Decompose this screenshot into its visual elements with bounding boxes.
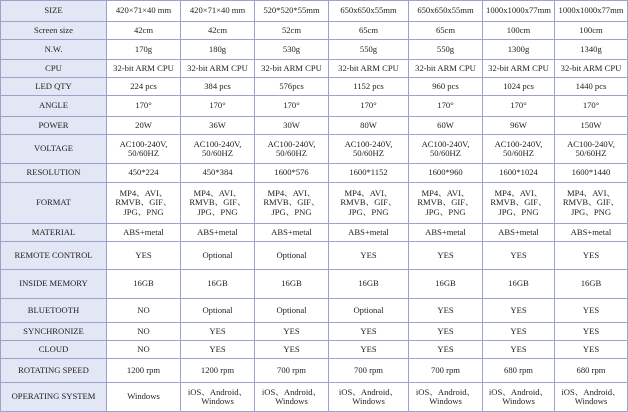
row-label: SYNCHRONIZE: [1, 323, 107, 341]
table-cell: iOS、Android、Windows: [555, 383, 628, 412]
table-cell: AC100-240V, 50/60HZ: [409, 135, 483, 164]
table-cell: 1440 pcs: [555, 78, 628, 96]
row-label: LED QTY: [1, 78, 107, 96]
table-cell: YES: [181, 341, 255, 359]
table-cell: 36W: [181, 117, 255, 135]
row-label: ANGLE: [1, 96, 107, 117]
table-row-resolution: [1, 164, 628, 183]
table-cell: YES: [483, 323, 555, 341]
table-cell: YES: [409, 341, 483, 359]
table-cell: MP4、AVI、RMVB、GIF、JPG、PNG: [181, 183, 255, 224]
table-cell: Optional: [329, 299, 409, 323]
row-label: N.W.: [1, 40, 107, 60]
table-cell: 16GB: [409, 270, 483, 299]
table-cell: MP4、AVI、RMVB、GIF、JPG、PNG: [329, 183, 409, 224]
table-row-synchronize: [1, 323, 628, 341]
table-cell: 100cm: [483, 22, 555, 40]
table-cell: 1200 rpm: [181, 359, 255, 383]
table-cell: NO: [107, 323, 181, 341]
table-cell: 60W: [409, 117, 483, 135]
table-cell: 1200 rpm: [107, 359, 181, 383]
table-cell: 16GB: [107, 270, 181, 299]
table-cell: 450*224: [107, 164, 181, 183]
table-cell: Optional: [181, 242, 255, 270]
table-cell: YES: [555, 242, 628, 270]
table-cell: YES: [483, 341, 555, 359]
table-row-operating-system: [1, 383, 628, 412]
table-cell: 150W: [555, 117, 628, 135]
table-cell: 224 pcs: [107, 78, 181, 96]
table-cell: YES: [181, 323, 255, 341]
table-cell: 30W: [255, 117, 329, 135]
table-cell: MP4、AVI、RMVB、GIF、JPG、PNG: [107, 183, 181, 224]
table-cell: 80W: [329, 117, 409, 135]
table-cell: 180g: [181, 40, 255, 60]
table-cell: Optional: [181, 299, 255, 323]
row-label: MATERIAL: [1, 224, 107, 242]
table-row-cpu: [1, 60, 628, 78]
table-cell: 170°: [255, 96, 329, 117]
row-label: SIZE: [1, 1, 107, 22]
table-cell: 700 rpm: [329, 359, 409, 383]
table-row-cloud: [1, 341, 628, 359]
table-cell: 1600*1152: [329, 164, 409, 183]
row-label: CLOUD: [1, 341, 107, 359]
table-cell: 32-bit ARM CPU: [255, 60, 329, 78]
row-label: BLUETOOTH: [1, 299, 107, 323]
table-cell: YES: [329, 323, 409, 341]
table-cell: 384 pcs: [181, 78, 255, 96]
table-cell: 170°: [409, 96, 483, 117]
table-cell: YES: [255, 341, 329, 359]
table-cell: 700 rpm: [409, 359, 483, 383]
table-cell: 1300g: [483, 40, 555, 60]
table-cell: ABS+metal: [107, 224, 181, 242]
table-cell: 170g: [107, 40, 181, 60]
table-cell: 960 pcs: [409, 78, 483, 96]
table-cell: 700 rpm: [255, 359, 329, 383]
table-cell: 450*384: [181, 164, 255, 183]
table-cell: 100cm: [555, 22, 628, 40]
table-cell: 32-bit ARM CPU: [107, 60, 181, 78]
row-label: VOLTAGE: [1, 135, 107, 164]
table-cell: NO: [107, 299, 181, 323]
table-cell: 16GB: [255, 270, 329, 299]
table-cell: 1000x1000x77mm: [555, 1, 628, 22]
table-row-bluetooth: [1, 299, 628, 323]
table-row-format: [1, 183, 628, 224]
table-row-led-qty: [1, 78, 628, 96]
table-cell: 1600*1024: [483, 164, 555, 183]
table-cell: YES: [483, 299, 555, 323]
table-cell: MP4、AVI、RMVB、GIF、JPG、PNG: [555, 183, 628, 224]
table-cell: Windows: [107, 383, 181, 412]
table-cell: 16GB: [555, 270, 628, 299]
row-label: REMOTE CONTROL: [1, 242, 107, 270]
table-cell: 32-bit ARM CPU: [483, 60, 555, 78]
table-cell: 170°: [329, 96, 409, 117]
table-row-screen-size: [1, 22, 628, 40]
table-cell: 16GB: [181, 270, 255, 299]
table-cell: YES: [107, 242, 181, 270]
table-cell: 530g: [255, 40, 329, 60]
table-cell: NO: [107, 341, 181, 359]
table-row-power: [1, 117, 628, 135]
table-cell: 520*520*55mm: [255, 1, 329, 22]
table-cell: 1000x1000x77mm: [483, 1, 555, 22]
spec-table-body: [1, 1, 628, 412]
table-cell: 680 rpm: [555, 359, 628, 383]
table-cell: 420×71×40 mm: [181, 1, 255, 22]
table-cell: 32-bit ARM CPU: [409, 60, 483, 78]
table-cell: 1600*1440: [555, 164, 628, 183]
table-row-rotating-speed: [1, 359, 628, 383]
table-row-angle: [1, 96, 628, 117]
table-cell: YES: [329, 341, 409, 359]
row-label: Screen size: [1, 22, 107, 40]
row-label: CPU: [1, 60, 107, 78]
table-cell: 32-bit ARM CPU: [555, 60, 628, 78]
table-cell: AC100-240V, 50/60HZ: [329, 135, 409, 164]
table-cell: 52cm: [255, 22, 329, 40]
table-cell: AC100-240V, 50/60HZ: [181, 135, 255, 164]
table-cell: AC100-240V, 50/60HZ: [483, 135, 555, 164]
row-label: FORMAT: [1, 183, 107, 224]
table-cell: 16GB: [483, 270, 555, 299]
row-label: INSIDE MEMORY: [1, 270, 107, 299]
row-label: RESOLUTION: [1, 164, 107, 183]
table-cell: 170°: [555, 96, 628, 117]
table-cell: 1024 pcs: [483, 78, 555, 96]
table-cell: iOS、Android、Windows: [255, 383, 329, 412]
table-row-inside-memory: [1, 270, 628, 299]
table-cell: iOS、Android、Windows: [329, 383, 409, 412]
table-cell: iOS、Android、Windows: [181, 383, 255, 412]
table-cell: MP4、AVI、RMVB、GIF、JPG、PNG: [483, 183, 555, 224]
table-cell: YES: [255, 323, 329, 341]
table-cell: YES: [483, 242, 555, 270]
table-cell: ABS+metal: [555, 224, 628, 242]
table-row-voltage: [1, 135, 628, 164]
table-cell: 550g: [329, 40, 409, 60]
table-row-remote-control: [1, 242, 628, 270]
table-cell: 650x650x55mm: [409, 1, 483, 22]
table-cell: AC100-240V, 50/60HZ: [555, 135, 628, 164]
table-cell: 20W: [107, 117, 181, 135]
table-cell: AC100-240V, 50/60HZ: [107, 135, 181, 164]
table-cell: 1600*576: [255, 164, 329, 183]
table-row-n-w: [1, 40, 628, 60]
table-cell: 16GB: [329, 270, 409, 299]
table-cell: 170°: [483, 96, 555, 117]
table-cell: YES: [409, 323, 483, 341]
table-row-material: [1, 224, 628, 242]
row-label: ROTATING SPEED: [1, 359, 107, 383]
table-cell: 32-bit ARM CPU: [181, 60, 255, 78]
table-cell: Optional: [255, 299, 329, 323]
table-cell: ABS+metal: [483, 224, 555, 242]
table-cell: YES: [409, 242, 483, 270]
table-cell: 550g: [409, 40, 483, 60]
table-cell: Optional: [255, 242, 329, 270]
table-cell: 420×71×40 mm: [107, 1, 181, 22]
table-cell: ABS+metal: [255, 224, 329, 242]
table-cell: 1600*960: [409, 164, 483, 183]
table-cell: 42cm: [107, 22, 181, 40]
table-cell: 680 rpm: [483, 359, 555, 383]
table-cell: 42cm: [181, 22, 255, 40]
table-cell: ABS+metal: [329, 224, 409, 242]
table-cell: YES: [409, 299, 483, 323]
table-cell: 65cm: [409, 22, 483, 40]
table-cell: 170°: [107, 96, 181, 117]
table-cell: 32-bit ARM CPU: [329, 60, 409, 78]
table-cell: 65cm: [329, 22, 409, 40]
table-cell: YES: [555, 341, 628, 359]
table-cell: 650x650x55mm: [329, 1, 409, 22]
table-cell: MP4、AVI、RMVB、GIF、JPG、PNG: [255, 183, 329, 224]
table-row-size: [1, 1, 628, 22]
table-cell: iOS、Android、Windows: [483, 383, 555, 412]
table-cell: ABS+metal: [409, 224, 483, 242]
table-cell: MP4、AVI、RMVB、GIF、JPG、PNG: [409, 183, 483, 224]
row-label: POWER: [1, 117, 107, 135]
table-cell: YES: [555, 299, 628, 323]
table-cell: 96W: [483, 117, 555, 135]
table-cell: 1152 pcs: [329, 78, 409, 96]
table-cell: 170°: [181, 96, 255, 117]
table-cell: AC100-240V, 50/60HZ: [255, 135, 329, 164]
table-cell: ABS+metal: [181, 224, 255, 242]
row-label: OPERATING SYSTEM: [1, 383, 107, 412]
table-cell: 1340g: [555, 40, 628, 60]
table-cell: YES: [329, 242, 409, 270]
table-cell: YES: [555, 323, 628, 341]
table-cell: iOS、Android、Windows: [409, 383, 483, 412]
table-cell: 576pcs: [255, 78, 329, 96]
